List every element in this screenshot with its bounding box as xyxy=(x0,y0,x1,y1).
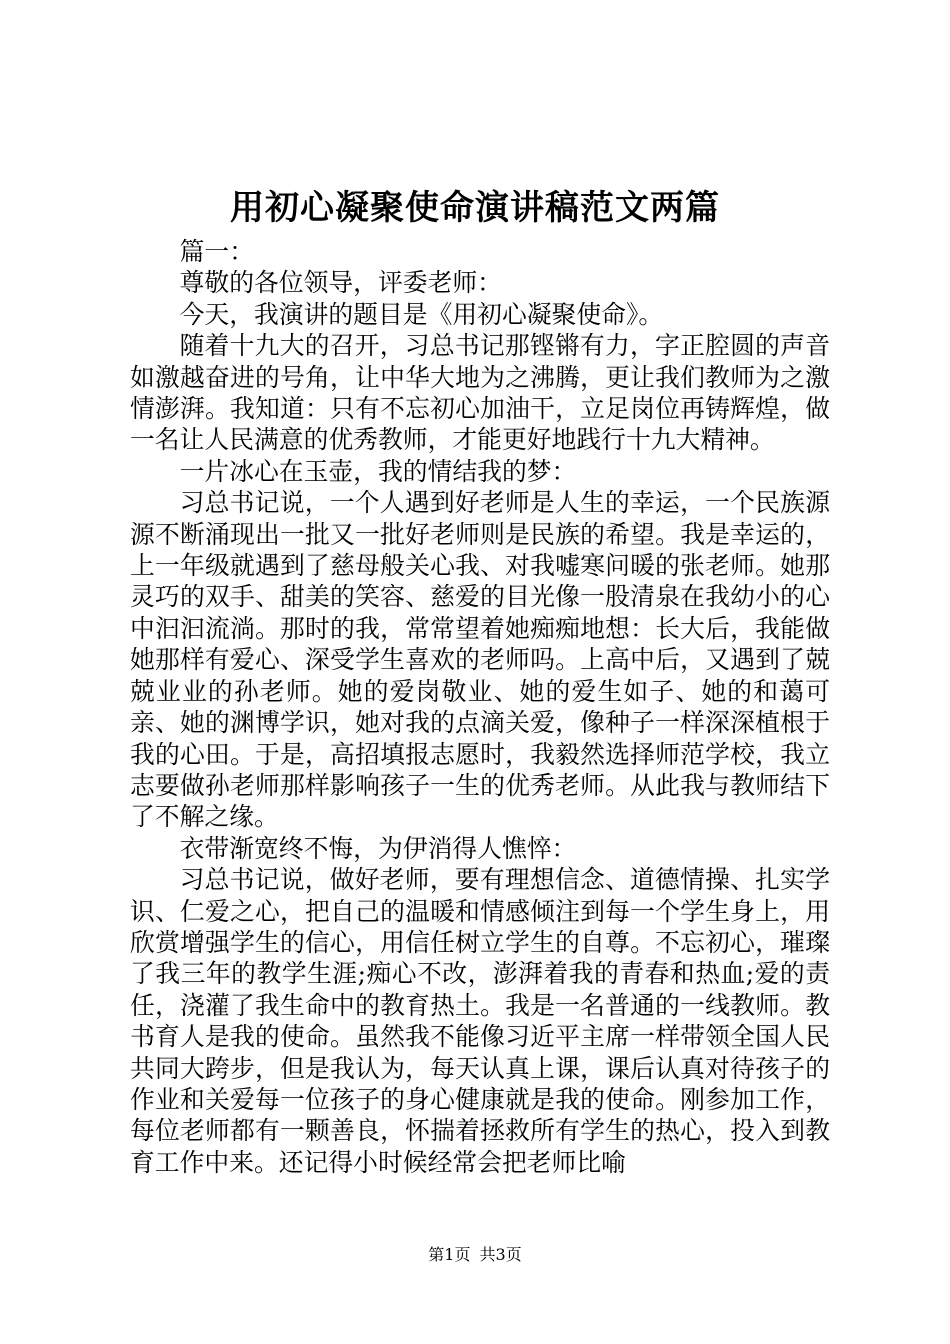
page-number-footer: 第1页 共3页 xyxy=(428,1245,522,1264)
paragraph-heading-1: 一片冰心在玉壶，我的情结我的梦： xyxy=(179,456,577,486)
paragraph-heading-2: 衣带渐宽终不悔，为伊消得人憔悴： xyxy=(179,833,577,863)
document-title: 用初心凝聚使命演讲稿范文两篇 xyxy=(230,188,720,228)
paragraph-story: 习总书记说，一个人遇到好老师是人生的幸运，一个民族源源不断涌现出一批又一批好老师则是民族的希望。我是幸运的，上一年级就遇到了慈母般关心我、对我嘘寒问暖的张老师。她那灵巧的双手、甜美的笑容、慈爱的目光像一股清泉在我幼小的心中汩汩流淌。那时的我，常常望着她痴痴地想：长大后，我能做她那样有爱心、深受学生喜欢的老师吗。上高中后，又遇到了兢兢业业的孙老师。她的爱岗敬业、她的爱生如子、她的和蔼可亲、她的渊博学识，她对我的点滴关爱，像种子一样深深植根于我的心田。于是，高招填报志愿时，我毅然选择师范学校，我立志要做孙老师那样影响孩子一生的优秀老师。从此我与教师结下了不解之缘。 xyxy=(130,488,830,832)
paragraph-topic: 今天，我演讲的题目是《用初心凝聚使命》。 xyxy=(179,299,664,329)
paragraph-mission: 习总书记说，做好老师，要有理想信念、道德情操、扎实学识、仁爱之心，把自己的温暖和情感倾注到每一个学生身上，用欣赏增强学生的信心，用信任树立学生的自尊。不忘初心，璀璨了我三年的教学生涯;痴心不改，澎湃着我的青春和热血;爱的责任，浇灌了我生命中的教育热土。我是一名普通的一线教师。教书育人是我的使命。虽然我不能像习近平主席一样带领全国人民共同大跨步，但是我认为，每天认真上课，课后认真对待孩子的作业和关爱每一位孩子的身心健康就是我的使命。刚参加工作，每位老师都有一颗善良，怀揣着拯救所有学生的热心，投入到教育工作中来。还记得小时候经常会把老师比喻 xyxy=(130,865,830,1177)
paragraph-intro: 随着十九大的召开，习总书记那铿锵有力，字正腔圆的声音如激越奋进的号角，让中华大地为之沸腾，更让我们教师为之激情澎湃。我知道：只有不忘初心加油干，立足岗位再铸辉煌，做一名让人民满意的优秀教师，才能更好地践行十九大精神。 xyxy=(130,331,830,455)
paragraph-section-label: 篇一： xyxy=(179,237,254,266)
document-body xyxy=(130,236,830,1178)
paragraph-salutation: 尊敬的各位领导，评委老师： xyxy=(179,268,502,298)
